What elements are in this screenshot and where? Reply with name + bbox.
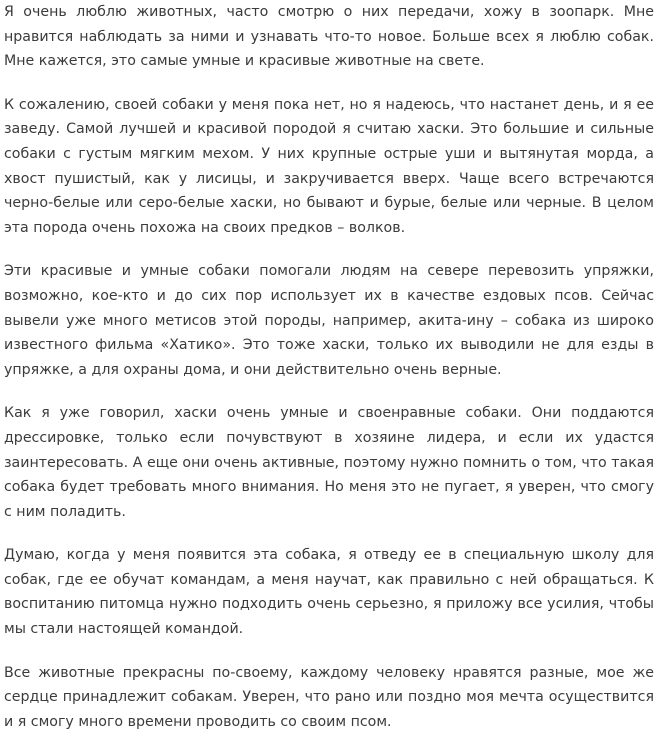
paragraph-husky-character: Как я уже говорил, хаски очень умные и своенравные собаки. Они поддаются дрессировке, только если почувствуют в хозяине лидера, и если их удастся заинтересовать. А еще они очень активные, поэтому нужно помнить о том, что такая собака будет требовать много внимания. Но меня это не пугает, я уверен, что смогу с ним поладить. xyxy=(4,405,654,520)
paragraph-husky-history: Эти красивые и умные собаки помогали людям на севере перевозить упряжки, возможно, кое-кто и до сих пор использует их в качестве ездовых псов. Сейчас вывели уже много метисов этой породы, например, акита-ину – собака из широко известного фильма «Хатико». Это тоже хаски, только их выводили не для езды в упряжке, а для охраны дома, и они действительно очень верные. xyxy=(4,263,654,378)
paragraph-intro: Я очень люблю животных, часто смотрю о них передачи, хожу в зоопарк. Мне нравится наблюдать за ними и узнавать что-то новое. Больше всех я люблю собак. Мне кажется, это самые умные и красивые животные на свете. xyxy=(4,4,654,70)
paragraph-conclusion: Все животные прекрасны по-своему, каждому человеку нравятся разные, мое же сердце принадлежит собакам. Уверен, что рано или поздно моя мечта осуществится и я смогу много времени проводить со своим псом. xyxy=(4,664,654,730)
paragraph-husky-description: К сожалению, своей собаки у меня пока нет, но я надеюсь, что настанет день, и я ее заведу. Самой лучшей и красивой породой я считаю хаски. Это большие и сильные собаки с густым мягким мехом. У них крупные острые уши и вытянутая морда, а хвост пушистый, как у лисицы, и закручивается вверх. Чаще всего встречаются черно-белые или серо-белые хаски, но бывают и бурые, белые или черные. В целом эта порода очень похожа на своих предков – волков. xyxy=(4,96,654,236)
essay-body xyxy=(4,0,654,753)
paragraph-training-plans: Думаю, когда у меня появится эта собака, я отведу ее в специальную школу для собак, где ее обучат командам, а меня научат, как правильно с ней обращаться. К воспитанию питомца нужно подходить очень серьезно, я приложу все усилия, чтобы мы стали настоящей командой. xyxy=(4,547,654,638)
